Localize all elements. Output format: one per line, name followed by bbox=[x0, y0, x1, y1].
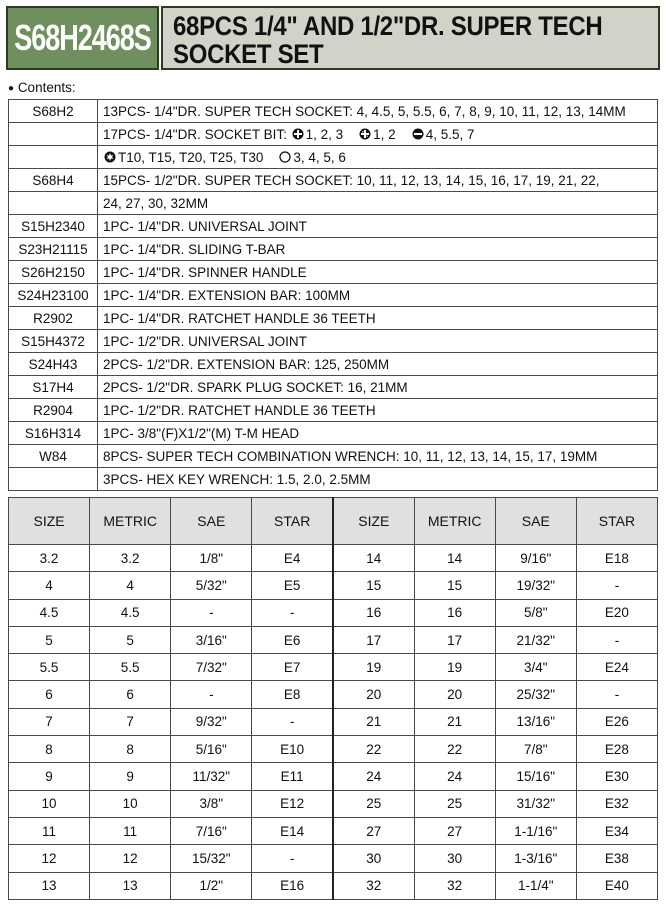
contents-table bbox=[8, 99, 658, 491]
table-cell: E5 bbox=[252, 572, 333, 599]
contents-code: W84 bbox=[9, 445, 98, 468]
contents-row bbox=[9, 445, 658, 468]
table-cell: 1-1/16" bbox=[495, 817, 576, 844]
table-cell: E34 bbox=[576, 817, 657, 844]
table-cell: E20 bbox=[576, 599, 657, 626]
torx-bit-icon bbox=[104, 151, 116, 163]
table-cell: 3/4" bbox=[495, 654, 576, 681]
table-cell: E11 bbox=[252, 763, 333, 790]
table-cell: 4 bbox=[90, 572, 171, 599]
table-cell: 11/32" bbox=[171, 763, 252, 790]
table-cell: E16 bbox=[252, 872, 333, 899]
table-cell: 8 bbox=[90, 736, 171, 763]
contents-desc: 15PCS- 1/2"DR. SUPER TECH SOCKET: 10, 11, 12, 13, 14, 15, 16, 17, 19, 21, 22, bbox=[98, 169, 658, 192]
table-cell: E32 bbox=[576, 790, 657, 817]
table-row bbox=[9, 845, 658, 872]
column-header: SAE bbox=[495, 498, 576, 545]
contents-code: S16H314 bbox=[9, 422, 98, 445]
table-row bbox=[9, 817, 658, 844]
table-cell: 15 bbox=[414, 572, 495, 599]
table-cell: 19/32" bbox=[495, 572, 576, 599]
table-cell: E40 bbox=[576, 872, 657, 899]
table-cell: E4 bbox=[252, 545, 333, 572]
contents-row bbox=[9, 261, 658, 284]
contents-desc: 24, 27, 30, 32MM bbox=[98, 192, 658, 215]
table-cell: 1-1/4" bbox=[495, 872, 576, 899]
contents-code: R2902 bbox=[9, 307, 98, 330]
contents-desc: 1PC- 1/4"DR. SPINNER HANDLE bbox=[98, 261, 658, 284]
table-cell: 21 bbox=[414, 708, 495, 735]
contents-desc: 1PC- 1/4"DR. SLIDING T-BAR bbox=[98, 238, 658, 261]
contents-row bbox=[9, 146, 658, 169]
table-cell: 9/16" bbox=[495, 545, 576, 572]
table-cell: 4.5 bbox=[9, 599, 90, 626]
contents-desc: 1PC- 3/8"(F)X1/2"(M) T-M HEAD bbox=[98, 422, 658, 445]
table-cell: 14 bbox=[333, 545, 414, 572]
table-cell: 27 bbox=[333, 817, 414, 844]
table-cell: 7 bbox=[90, 708, 171, 735]
table-cell: E30 bbox=[576, 763, 657, 790]
column-header: STAR bbox=[252, 498, 333, 545]
table-cell: 10 bbox=[90, 790, 171, 817]
phillips-bit-icon bbox=[292, 128, 304, 140]
bullet-icon: ● bbox=[8, 82, 15, 94]
contents-row bbox=[9, 100, 658, 123]
slotted-bit-icon bbox=[412, 128, 424, 140]
slotted-sizes: 4, 5.5, 7 bbox=[425, 126, 475, 142]
contents-row bbox=[9, 468, 658, 491]
table-cell: E24 bbox=[576, 654, 657, 681]
contents-code bbox=[9, 123, 98, 146]
table-cell: 9 bbox=[9, 763, 90, 790]
table-cell: 13 bbox=[90, 872, 171, 899]
contents-desc: 1PC- 1/4"DR. RATCHET HANDLE 36 TEETH bbox=[98, 307, 658, 330]
contents-desc: 3PCS- HEX KEY WRENCH: 1.5, 2.0, 2.5MM bbox=[98, 468, 658, 491]
table-cell: 30 bbox=[333, 845, 414, 872]
table-cell: - bbox=[576, 572, 657, 599]
table-row bbox=[9, 736, 658, 763]
contents-row bbox=[9, 422, 658, 445]
table-cell: E18 bbox=[576, 545, 657, 572]
contents-code bbox=[9, 468, 98, 491]
pozidriv-sizes: 1, 2 bbox=[373, 126, 396, 142]
contents-code: R2904 bbox=[9, 399, 98, 422]
column-header: SIZE bbox=[9, 498, 90, 545]
contents-desc: 1PC- 1/2"DR. RATCHET HANDLE 36 TEETH bbox=[98, 399, 658, 422]
part-number-box bbox=[6, 6, 159, 70]
title-line-1: 68PCS 1/4" AND 1/2"DR. SUPER TECH bbox=[173, 12, 603, 42]
contents-desc: 2PCS- 1/2"DR. EXTENSION BAR: 125, 250MM bbox=[98, 353, 658, 376]
table-cell: 4 bbox=[9, 572, 90, 599]
column-header: SAE bbox=[171, 498, 252, 545]
table-cell: 6 bbox=[9, 681, 90, 708]
table-cell: 5.5 bbox=[90, 654, 171, 681]
table-cell: 11 bbox=[90, 817, 171, 844]
contents-code: S68H4 bbox=[9, 169, 98, 192]
column-header: METRIC bbox=[90, 498, 171, 545]
table-cell: 1-3/16" bbox=[495, 845, 576, 872]
table-cell: E8 bbox=[252, 681, 333, 708]
bit-desc-label: 17PCS- 1/4"DR. SOCKET BIT: bbox=[103, 126, 287, 142]
table-cell: 13/16" bbox=[495, 708, 576, 735]
table-row bbox=[9, 763, 658, 790]
contents-desc: 13PCS- 1/4"DR. SUPER TECH SOCKET: 4, 4.5, 5, 5.5, 6, 7, 8, 9, 10, 11, 12, 13, 14MM bbox=[98, 100, 658, 123]
table-row bbox=[9, 790, 658, 817]
table-cell: 24 bbox=[414, 763, 495, 790]
table-cell: 20 bbox=[333, 681, 414, 708]
table-row bbox=[9, 545, 658, 572]
contents-desc: 2PCS- 1/2"DR. SPARK PLUG SOCKET: 16, 21MM bbox=[98, 376, 658, 399]
contents-row bbox=[9, 192, 658, 215]
table-cell: 14 bbox=[414, 545, 495, 572]
contents-row bbox=[9, 238, 658, 261]
table-cell: 25 bbox=[414, 790, 495, 817]
table-cell: - bbox=[171, 681, 252, 708]
table-cell: 21/32" bbox=[495, 626, 576, 653]
table-cell: 5 bbox=[9, 626, 90, 653]
table-cell: E28 bbox=[576, 736, 657, 763]
contents-code: S23H21115 bbox=[9, 238, 98, 261]
column-header: STAR bbox=[576, 498, 657, 545]
contents-row bbox=[9, 215, 658, 238]
table-cell: 25/32" bbox=[495, 681, 576, 708]
table-cell: 1/8" bbox=[171, 545, 252, 572]
table-cell: 13 bbox=[9, 872, 90, 899]
table-cell: 15 bbox=[333, 572, 414, 599]
table-cell: 7/16" bbox=[171, 817, 252, 844]
table-cell: 22 bbox=[414, 736, 495, 763]
table-cell: 32 bbox=[333, 872, 414, 899]
contents-code: S26H2150 bbox=[9, 261, 98, 284]
column-header: SIZE bbox=[333, 498, 414, 545]
contents-code: S15H2340 bbox=[9, 215, 98, 238]
table-cell: 16 bbox=[414, 599, 495, 626]
table-cell: 24 bbox=[333, 763, 414, 790]
table-cell: - bbox=[171, 599, 252, 626]
table-cell: 21 bbox=[333, 708, 414, 735]
table-cell: 7/8" bbox=[495, 736, 576, 763]
table-cell: 3/8" bbox=[171, 790, 252, 817]
contents-label bbox=[8, 80, 76, 95]
contents-code: S17H4 bbox=[9, 376, 98, 399]
table-cell: E10 bbox=[252, 736, 333, 763]
table-cell: 5 bbox=[90, 626, 171, 653]
table-cell: 31/32" bbox=[495, 790, 576, 817]
table-cell: 25 bbox=[333, 790, 414, 817]
table-cell: 32 bbox=[414, 872, 495, 899]
phillips-sizes: 1, 2, 3 bbox=[305, 126, 344, 142]
contents-desc: 1PC- 1/4"DR. EXTENSION BAR: 100MM bbox=[98, 284, 658, 307]
table-cell: 3/16" bbox=[171, 626, 252, 653]
column-header: METRIC bbox=[414, 498, 495, 545]
contents-desc: 1PC- 1/4"DR. UNIVERSAL JOINT bbox=[98, 215, 658, 238]
table-row bbox=[9, 681, 658, 708]
table-cell: 30 bbox=[414, 845, 495, 872]
table-cell: 5.5 bbox=[9, 654, 90, 681]
table-cell: 9 bbox=[90, 763, 171, 790]
table-cell: 15/32" bbox=[171, 845, 252, 872]
contents-row bbox=[9, 123, 658, 146]
contents-desc: 1PC- 1/2"DR. UNIVERSAL JOINT bbox=[98, 330, 658, 353]
table-cell: 22 bbox=[333, 736, 414, 763]
table-cell: 12 bbox=[90, 845, 171, 872]
table-cell: - bbox=[576, 681, 657, 708]
pozidriv-bit-icon bbox=[359, 128, 371, 140]
table-cell: 16 bbox=[333, 599, 414, 626]
table-row bbox=[9, 872, 658, 899]
table-cell: 7 bbox=[9, 708, 90, 735]
table-cell: E7 bbox=[252, 654, 333, 681]
contents-code: S15H4372 bbox=[9, 330, 98, 353]
title-line-2: SOCKET SET bbox=[173, 40, 324, 70]
table-cell: 5/8" bbox=[495, 599, 576, 626]
title-box bbox=[161, 6, 660, 70]
table-cell: E38 bbox=[576, 845, 657, 872]
table-cell: 17 bbox=[414, 626, 495, 653]
size-table-header bbox=[9, 498, 658, 545]
table-row bbox=[9, 599, 658, 626]
table-cell: 5/16" bbox=[171, 736, 252, 763]
table-cell: - bbox=[576, 626, 657, 653]
table-cell: 19 bbox=[414, 654, 495, 681]
part-number: S68H2468S bbox=[14, 17, 151, 58]
table-cell: 11 bbox=[9, 817, 90, 844]
torx-sizes: T10, T15, T20, T25, T30 bbox=[118, 149, 264, 165]
table-cell: 9/32" bbox=[171, 708, 252, 735]
table-row bbox=[9, 626, 658, 653]
table-cell: 6 bbox=[90, 681, 171, 708]
contents-row bbox=[9, 307, 658, 330]
table-cell: - bbox=[252, 708, 333, 735]
table-cell: 7/32" bbox=[171, 654, 252, 681]
contents-code: S68H2 bbox=[9, 100, 98, 123]
contents-code: S24H43 bbox=[9, 353, 98, 376]
size-table bbox=[8, 497, 658, 900]
contents-label-text: Contents: bbox=[17, 80, 76, 95]
table-cell: 12 bbox=[9, 845, 90, 872]
table-cell: 1/2" bbox=[171, 872, 252, 899]
contents-row bbox=[9, 169, 658, 192]
table-cell: 10 bbox=[9, 790, 90, 817]
header bbox=[0, 0, 666, 76]
hex-sizes: 3, 4, 5, 6 bbox=[293, 149, 346, 165]
table-cell: 4.5 bbox=[90, 599, 171, 626]
table-cell: 8 bbox=[9, 736, 90, 763]
table-row bbox=[9, 654, 658, 681]
table-cell: E12 bbox=[252, 790, 333, 817]
table-cell: E26 bbox=[576, 708, 657, 735]
contents-desc bbox=[98, 123, 658, 146]
table-cell: - bbox=[252, 845, 333, 872]
contents-row bbox=[9, 353, 658, 376]
table-cell: 15/16" bbox=[495, 763, 576, 790]
table-cell: 27 bbox=[414, 817, 495, 844]
table-cell: E14 bbox=[252, 817, 333, 844]
contents-row bbox=[9, 330, 658, 353]
size-table-body bbox=[9, 545, 658, 900]
hex-bit-icon bbox=[279, 151, 291, 163]
table-cell: - bbox=[252, 599, 333, 626]
table-cell: 3.2 bbox=[90, 545, 171, 572]
table-cell: 3.2 bbox=[9, 545, 90, 572]
contents-desc bbox=[98, 146, 658, 169]
contents-row bbox=[9, 399, 658, 422]
table-cell: 20 bbox=[414, 681, 495, 708]
table-cell: E6 bbox=[252, 626, 333, 653]
table-row bbox=[9, 572, 658, 599]
contents-row bbox=[9, 284, 658, 307]
table-cell: 17 bbox=[333, 626, 414, 653]
table-row bbox=[9, 708, 658, 735]
contents-code bbox=[9, 192, 98, 215]
contents-row bbox=[9, 376, 658, 399]
contents-code bbox=[9, 146, 98, 169]
contents-desc: 8PCS- SUPER TECH COMBINATION WRENCH: 10, 11, 12, 13, 14, 15, 17, 19MM bbox=[98, 445, 658, 468]
table-cell: 19 bbox=[333, 654, 414, 681]
contents-code: S24H23100 bbox=[9, 284, 98, 307]
table-cell: 5/32" bbox=[171, 572, 252, 599]
